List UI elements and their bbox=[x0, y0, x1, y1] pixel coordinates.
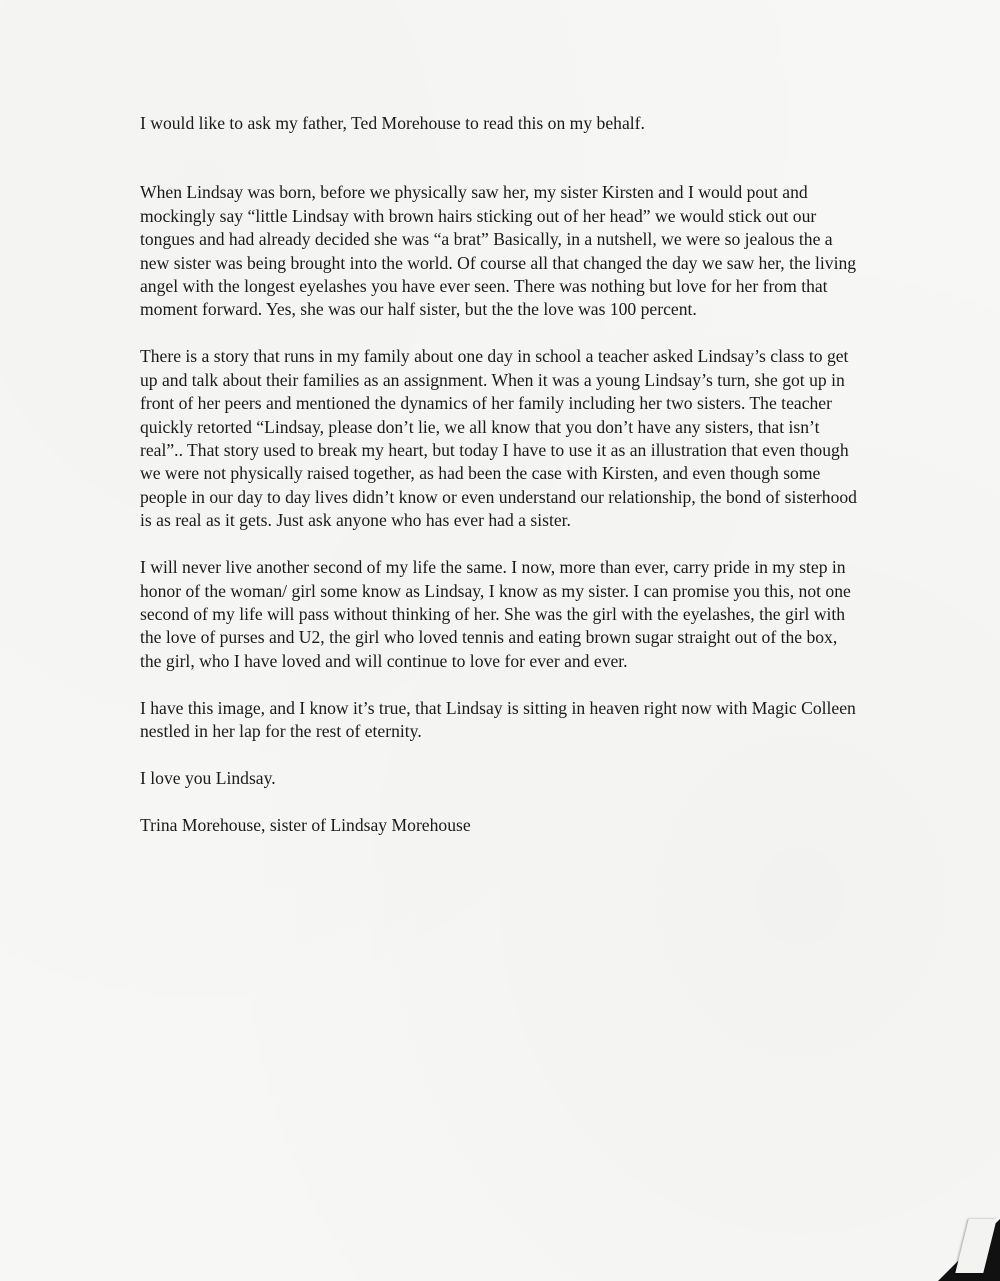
paragraph-heaven: I have this image, and I know it’s true, that Lindsay is sitting in heaven right now with Magic Colleen nestled in her lap for the rest of eternity. bbox=[140, 697, 856, 742]
signature-line: Trina Morehouse, sister of Lindsay Morehouse bbox=[140, 814, 471, 835]
intro-line: I would like to ask my father, Ted Morehouse to read this on my behalf. bbox=[140, 113, 645, 133]
paragraph-birth: When Lindsay was born, before we physically saw her, my sister Kirsten and I would pout and mockingly say “little Lindsay with brown hairs sticking out of her head” we would stick out our tongues and had already decided she was “a brat” Basically, in a nutshell, we were so jealous the a new sister was being brought into the world. Of course all that changed the day we saw her, the living angel with the longest eyelashes you have ever seen. There was nothing but love for her from that moment forward. Yes, she was our half sister, but the the love was 100 percent. bbox=[140, 182, 857, 320]
paragraph-never-same: I will never live another second of my life the same. I now, more than ever, carry pride in my step in honor of the woman/ girl some know as Lindsay, I know as my sister. I can promise you this, not one second of my life will pass without thinking of her. She was the girl with the eyelashes, the girl with the love of purses and U2, the girl who loved tennis and eating brown sugar straight out of the box, the girl, who I have loved and will continue to love for ever and ever. bbox=[140, 557, 851, 671]
paragraph-school-story: There is a story that runs in my family about one day in school a teacher asked Lindsay’s class to get up and talk about their families as an assignment. When it was a young Lindsay’s turn, she got up in front of her peers and mentioned the dynamics of her family including her two sisters. The teacher quickly retorted “Lindsay, please don’t lie, we all know that you don’t have any sisters, that isn’t real”.. That story used to break my heart, but today I have to use it as an illustration that even though we were not physically raised together, as had been the case with Kirsten, and even though some people in our day to day lives didn’t know or even understand our relationship, the bond of sisterhood is as real as it gets. Just ask anyone who has ever had a sister. bbox=[140, 346, 857, 531]
closing-line: I love you Lindsay. bbox=[140, 767, 276, 788]
letter-body bbox=[140, 112, 860, 861]
